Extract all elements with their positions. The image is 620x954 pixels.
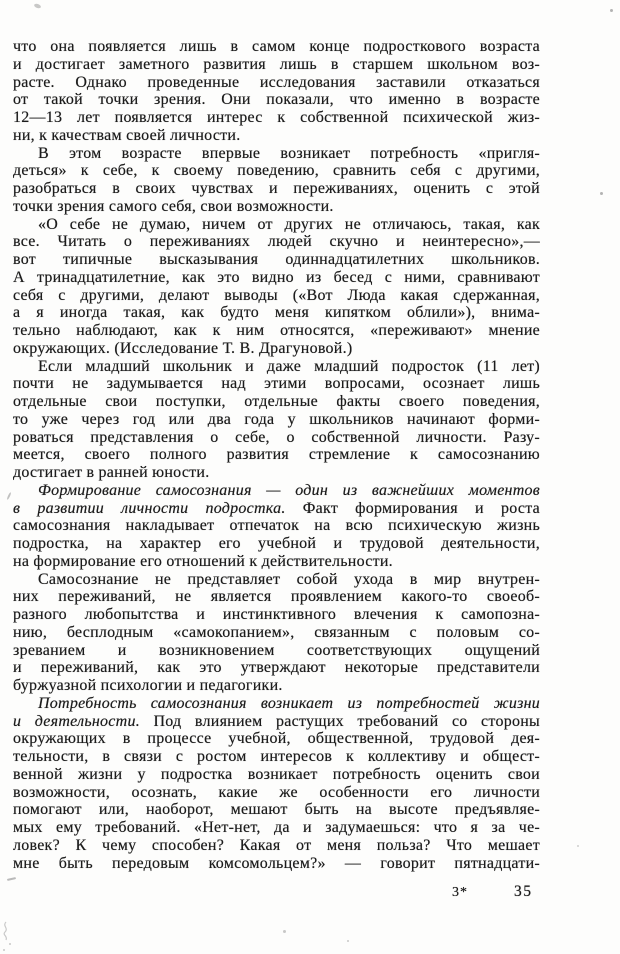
text-segment: мне быть передовым комсомольцем?» — говорит пятнадцати- xyxy=(13,854,540,872)
text-line xyxy=(13,535,540,553)
text-line xyxy=(13,695,540,713)
text-segment: деться» к себе, к своему поведению, сравнить себя с другими, xyxy=(13,162,540,180)
text-line xyxy=(13,411,540,429)
text-line xyxy=(13,801,540,819)
scan-artifact xyxy=(577,845,579,847)
text-segment: тельности, в связи с ростом интересов к коллективу и общест- xyxy=(13,748,540,765)
text-segment: самосознания накладывает отпечаток на всю психическую жизнь xyxy=(13,517,540,535)
text-segment: почти не задумывается над этими вопросами, осознает лишь xyxy=(13,375,540,393)
text-segment: на формирование его отношений к действительности. xyxy=(13,552,393,570)
text-line xyxy=(13,713,540,731)
text-segment: расте. Однако проведенные исследования заставили отказаться xyxy=(13,73,540,91)
text-line xyxy=(13,482,540,500)
text-segment: достигает в ранней юности. xyxy=(13,464,210,481)
text-line xyxy=(13,162,540,180)
scan-artifact xyxy=(7,877,16,881)
text-line xyxy=(13,677,540,695)
text-line xyxy=(13,464,540,482)
text-line xyxy=(13,588,540,606)
text-segment-italic: в развитии личности подростка. xyxy=(13,499,286,517)
text-line xyxy=(13,553,540,571)
text-segment: разобраться в своих чувствах и переживаниях, оценить с этой xyxy=(13,180,540,197)
text-line xyxy=(13,340,540,358)
text-line xyxy=(13,500,540,518)
text-segment-italic: и деятельности. xyxy=(13,712,140,730)
text-segment: Факт формирования и роста xyxy=(285,499,540,517)
text-line xyxy=(13,748,540,766)
text-line xyxy=(13,819,540,837)
scan-artifact xyxy=(347,940,349,942)
text-segment: разного любопытства и инстинктивного влечения к самопозна- xyxy=(13,606,540,623)
text-segment: и переживаний, как это утверждают некоторые представители xyxy=(13,659,540,677)
text-segment: Самосознание не представляет собой ухода в мир внутрен- xyxy=(38,570,540,588)
text-line xyxy=(13,56,540,74)
text-line xyxy=(13,180,540,198)
text-line xyxy=(13,109,540,127)
text-line xyxy=(13,251,540,269)
text-segment: них переживаний, не является проявлением какого-то своеоб- xyxy=(13,588,540,606)
scan-artifact xyxy=(283,930,286,933)
text-line xyxy=(13,216,540,234)
text-segment: нию, бесплодным «самокопанием», связанным с половым со- xyxy=(13,623,540,641)
text-segment: мых ему требований. «Нет-нет, да и задумаешься: что я за че- xyxy=(13,819,540,836)
text-block xyxy=(13,38,540,872)
scan-artifact xyxy=(610,9,613,12)
text-segment: меется, своего полного развития стремление к самосознанию xyxy=(13,446,540,464)
text-line xyxy=(13,606,540,624)
text-line xyxy=(13,127,540,145)
text-line xyxy=(13,375,540,393)
text-segment: от такой точки зрения. Они показали, что именно в возрасте xyxy=(13,91,540,109)
text-line xyxy=(13,358,540,376)
scan-artifact xyxy=(600,192,603,195)
text-segment: ни, к качествам своей личности. xyxy=(13,126,241,144)
text-line xyxy=(13,322,540,340)
text-line xyxy=(13,624,540,642)
text-segment: 12—13 лет появляется интерес к собственной психической жиз- xyxy=(13,109,540,126)
text-segment: что она появляется лишь в самом конце подросткового возраста xyxy=(13,38,540,55)
text-line xyxy=(13,287,540,305)
text-line xyxy=(13,766,540,784)
text-segment: В этом возрасте впервые возникает потребность «пригля- xyxy=(38,144,540,162)
text-line xyxy=(13,855,540,873)
text-line xyxy=(13,145,540,163)
text-segment: то уже через год или два года у школьников начинают форми- xyxy=(13,410,540,428)
text-segment: зреванием и возникновением соответствующих ощущений xyxy=(13,641,540,659)
printer-signature-mark: 3* xyxy=(452,885,468,900)
text-line xyxy=(13,91,540,109)
text-line xyxy=(13,304,540,322)
text-line xyxy=(13,233,540,251)
text-line xyxy=(13,784,540,802)
text-line xyxy=(13,74,540,92)
text-line xyxy=(13,429,540,447)
text-segment: и достигает заметного развития лишь в старшем школьном воз- xyxy=(13,55,540,73)
text-line xyxy=(13,198,540,216)
text-segment: вот типичные высказывания одиннадцатилетних школьников. xyxy=(13,251,540,268)
text-segment: тельно наблюдают, как к ним относятся, «переживают» мнение xyxy=(13,322,540,339)
text-segment: роваться представления о себе, о собственной личности. Разу- xyxy=(13,428,540,446)
text-segment-italic: Формирование самосознания — один из важнейших моментов xyxy=(38,481,540,499)
page-number: 35 xyxy=(514,883,533,900)
text-segment: помогают или, наоборот, мешают быть на высоте предъявляе- xyxy=(13,801,540,819)
text-line xyxy=(13,446,540,464)
text-line xyxy=(13,38,540,56)
text-segment: окружающих в процессе учебной, общественной, трудовой дея- xyxy=(13,730,540,748)
text-line xyxy=(13,659,540,677)
text-segment: «О себе не думаю, ничем от других не отличаюсь, такая, как xyxy=(38,215,540,233)
text-segment-italic: Потребность самосознания возникает из потребностей жизни xyxy=(38,694,540,712)
text-segment: венной жизни у подростка возникает потребность оценить свои xyxy=(13,765,540,783)
text-segment: подростка, на характер его учебной и трудовой деятельности, xyxy=(13,535,540,552)
text-segment: все. Читать о переживаниях людей скучно и неинтересно»,— xyxy=(13,233,540,251)
text-line xyxy=(13,393,540,411)
text-line xyxy=(13,571,540,589)
scan-artifact xyxy=(6,492,11,500)
text-segment: себя с другими, делают выводы («Вот Люда какая сдержанная, xyxy=(13,286,540,304)
text-segment: отдельные свои поступки, отдельные факты своего поведения, xyxy=(13,393,540,410)
text-segment: точки зрения самого себя, свои возможности. xyxy=(13,197,334,215)
text-line xyxy=(13,837,540,855)
text-segment: А тринадцатилетние, как это видно из бесед с ними, сравнивают xyxy=(13,268,540,286)
text-line xyxy=(13,730,540,748)
text-segment: ловек? К чему способен? Какая от меня польза? Что мешает xyxy=(13,836,540,854)
text-line xyxy=(13,642,540,660)
text-segment: а я иногда такая, как будто меня кипятком облили»), внима- xyxy=(13,304,540,322)
text-line xyxy=(13,517,540,535)
scan-smudge xyxy=(0,920,22,954)
text-segment: возможности, осознать, какие же особенности его личности xyxy=(13,783,540,801)
text-segment: Если младший школьник и даже младший подросток (11 лет) xyxy=(38,357,540,375)
scan-artifact xyxy=(34,3,42,9)
text-segment: окружающих. (Исследование Т. В. Драгуновой.) xyxy=(13,339,353,357)
text-segment: Под влиянием растущих требований со стороны xyxy=(139,712,540,730)
text-line xyxy=(13,269,540,287)
text-segment: буржуазной психологии и педагогики. xyxy=(13,677,283,694)
